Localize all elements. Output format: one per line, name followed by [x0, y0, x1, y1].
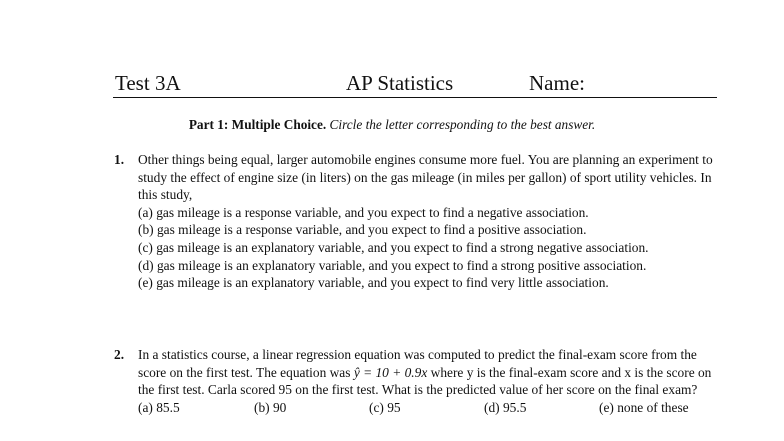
test-header: [113, 70, 717, 98]
choice-d[interactable]: (d) 95.5: [484, 399, 527, 415]
instructions: [0, 116, 784, 134]
question-stem: Other things being equal, larger automobile engines consume more fuel. You are planning an experiment to study the effect of engine size (in liters) on the gas mileage (in miles per gallon) of sport utility vehicles. In this study,: [138, 152, 713, 203]
choice-c[interactable]: (c) 95: [369, 399, 401, 415]
choice-b[interactable]: (b) gas mileage is a response variable, and you expect to find a positive association.: [138, 222, 587, 238]
question-1: [114, 151, 724, 292]
test-label: Test 3A: [115, 71, 181, 95]
course-title: AP Statistics: [346, 71, 454, 95]
regression-equation: ŷ = 10 + 0.9x: [353, 364, 428, 380]
choice-b[interactable]: (b) 90: [254, 399, 287, 415]
part-heading: Part 1: Multiple Choice.: [188, 117, 327, 132]
question-2: [114, 346, 724, 416]
choice-a[interactable]: (a) 85.5: [138, 399, 180, 415]
question-number: 2.: [114, 347, 125, 362]
question-number: 1.: [114, 152, 125, 167]
choice-e[interactable]: (e) gas mileage is an explanatory variable, and you expect to find very little association.: [138, 275, 609, 291]
stem-text-1: In a statistics course, a linear regression equation was computed to predict the final-exam score from the score on the first test. The equation was: [138, 347, 697, 380]
choice-e[interactable]: (e) none of these: [599, 399, 689, 415]
stem-text-2: where y is the final-exam score and x is the score on the first test. Carla scored 95 on the first test. What is the predicted value of her score on the final exam?: [138, 364, 712, 398]
choices-row: [138, 399, 724, 417]
instructions-text: Circle the letter corresponding to the best answer.: [329, 117, 596, 132]
choice-a[interactable]: (a) gas mileage is a response variable, and you expect to find a negative association.: [138, 204, 589, 220]
choice-c[interactable]: (c) gas mileage is an explanatory variable, and you expect to find a strong negative association.: [138, 239, 649, 255]
name-label: Name:: [529, 71, 585, 95]
question-stem: [138, 346, 724, 399]
choice-d[interactable]: (d) gas mileage is an explanatory variable, and you expect to find a strong positive association.: [138, 257, 647, 273]
